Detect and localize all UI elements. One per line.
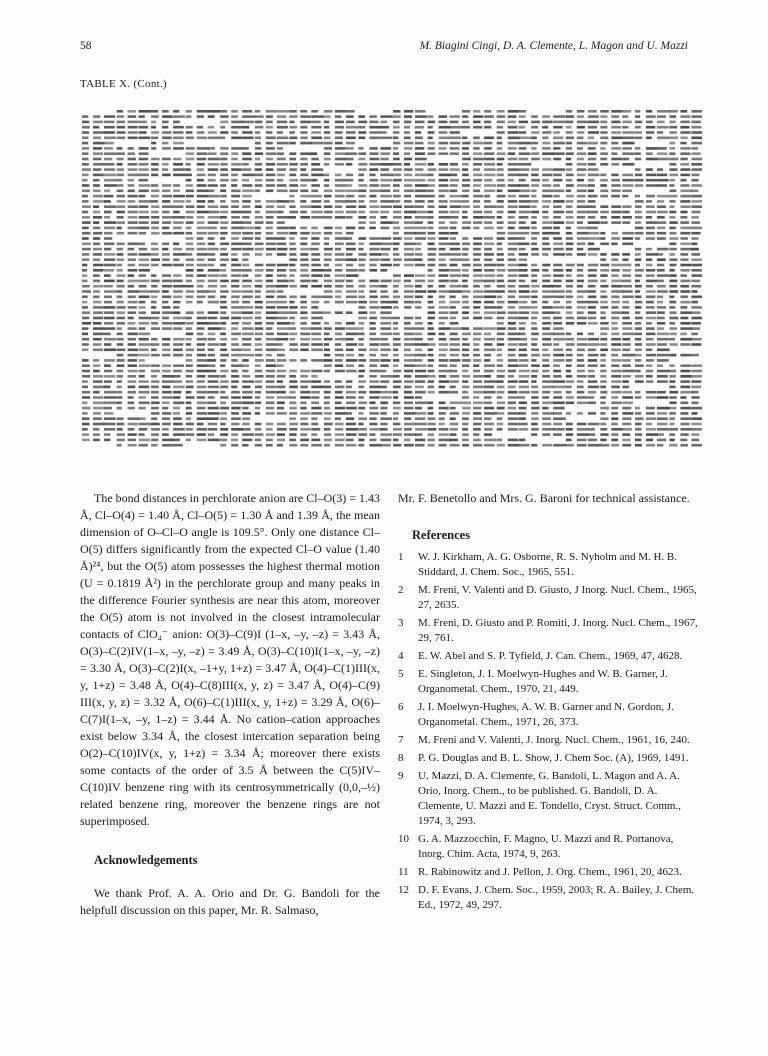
discussion-paragraph: The bond distances in perchlorate anion are Cl–O(3) = 1.43 Å, Cl–O(4) = 1.40 Å, Cl–O(5) = 1.30 Å and 1.39 Å, the mean dimension of O–Cl–O angle is 109.5°. Only one distance Cl–O(5) differs significantly from the expected Cl–O value (1.40 Å)²⁴, but the O(5) atom possesses the highest thermal motion (U = 0.1819 Å²) in the perchlorate group and many peaks in the difference Fourier synthesis are near this atom, moreover the O(5) atom is not involved in the closest intramolecular contacts of ClO₄⁻ anion: O(3)–C(9)I (1–x, –y, –z) = 3.43 Å, O(3)–C(2)IV(1–x, –y, –z) = 3.49 Å, O(3)–C(10)I(1–x, –y, –z) = 3.30 Å, O(3)–C(2)I(x, –1+y, 1+z) = 3.47 Å, O(4)–C(1)III(x, y, 1+z) = 3.48 Å, O(4)–C(8)III(x, y, z) = 3.47 Å, O(4)–C(9) III(x, y, z) = 3.32 Å, O(6)–C(1)III(x, y, 1+z) = 3.29 Å, O(6)–C(7)I(1–x, –y, 1–z) = 3.44 Å. No cation–cation approaches exist below 3.34 Å, the closest intercation separation being O(2)–C(10)IV(x, y, 1+z) = 3.34 Å; moreover there exists some contacts of the order of 3.5 Å between the C(5)IV–C(10)IV benzene ring with its centrosymmetrically (0,0,–½) related benzene ring, moreover the benzene rings are not superimposed. [80,491,381,828]
reference-item [398,667,698,697]
reference-list [398,550,698,913]
reference-item [398,832,698,862]
reference-number: 10 [398,833,409,845]
reference-item [398,865,698,880]
reference-item [398,616,698,646]
reference-text: M. Freni and V. Valenti, J. Inorg. Nucl. Chem., 1961, 16, 240. [418,734,690,746]
reference-number: 5 [398,668,404,680]
acknowledgements-heading: Acknowledgements [94,853,198,867]
reference-text: M. Freni, D. Giusto and P. Romiti, J. Inorg. Nucl. Chem., 1967, 29, 761. [418,617,698,644]
references-heading: References [412,528,471,542]
reference-item [398,769,698,829]
structure-factor-table [80,108,702,456]
reference-number: 6 [398,701,404,713]
reference-item [398,583,698,613]
left-column [80,490,380,1056]
reference-item [398,751,698,766]
reference-item [398,733,698,748]
reference-text: E. W. Abel and S. P. Tyfield, J. Can. Chem., 1969, 47, 4628. [418,650,683,662]
right-column [398,490,698,1056]
reference-text: R. Rabinowitz and J. Pellon, J. Org. Chem., 1961, 20, 4623. [418,866,682,878]
reference-text: U. Mazzi, D. A. Clemente, G. Bandoli, L. Magon and A. A. Orio, Inorg. Chem., to be published. G. Bandoli, D. A. Clemente, U. Mazzi and E. Tondello, Cryst. Struct. Comm., 1974, 3, 293. [418,770,681,827]
reference-item [398,550,698,580]
page-header [80,40,688,60]
reference-number: 2 [398,584,404,596]
reference-number: 1 [398,551,404,563]
reference-text: E. Singleton, J. I. Moelwyn-Hughes and W. B. Garner, J. Organometal. Chem., 1970, 21, 449. [418,668,668,695]
reference-number: 11 [398,866,409,878]
running-head-authors: M. Biagini Cingi, D. A. Clemente, L. Magon and U. Mazzi [419,40,688,52]
reference-text: P. G. Douglas and B. L. Show, J. Chem Soc. (A), 1969, 1491. [418,752,689,764]
reference-text: J. I. Moelwyn-Hughes, A. W. B. Garner and N. Gordon, J. Organometal. Chem., 1971, 26, 373. [418,701,674,728]
reference-number: 4 [398,650,404,662]
reference-text: W. J. Kirkham, A. G. Osborne, R. S. Nyholm and M. H. B. Stiddard, J. Chem. Soc., 1965, 551. [418,551,678,578]
reference-item [398,649,698,664]
structure-factor-table-image [80,108,702,456]
reference-text: M. Freni, V. Valenti and D. Giusto, J Inorg. Nucl. Chem., 1965, 27, 2635. [418,584,697,611]
page-number: 58 [80,40,92,52]
acknowledgements-continued: Mr. F. Benetollo and Mrs. G. Baroni for technical assistance. [398,491,690,505]
reference-number: 3 [398,617,404,629]
reference-item [398,883,698,913]
acknowledgements-text: We thank Prof. A. A. Orio and Dr. G. Bandoli for the helpfull discussion on this paper, Mr. R. Salmaso, [80,886,380,917]
reference-number: 7 [398,734,404,746]
reference-item [398,700,698,730]
reference-number: 12 [398,884,409,896]
reference-text: D. F. Evans, J. Chem. Soc., 1959, 2003; R. A. Bailey, J. Chem. Ed., 1972, 49, 297. [418,884,695,911]
table-caption: TABLE X. (Cont.) [80,78,168,90]
reference-number: 8 [398,752,404,764]
reference-number: 9 [398,770,404,782]
reference-text: G. A. Mazzocchin, F. Magno, U. Mazzi and R. Portanova, Inorg. Chim. Acta, 1974, 9, 263. [418,833,674,860]
